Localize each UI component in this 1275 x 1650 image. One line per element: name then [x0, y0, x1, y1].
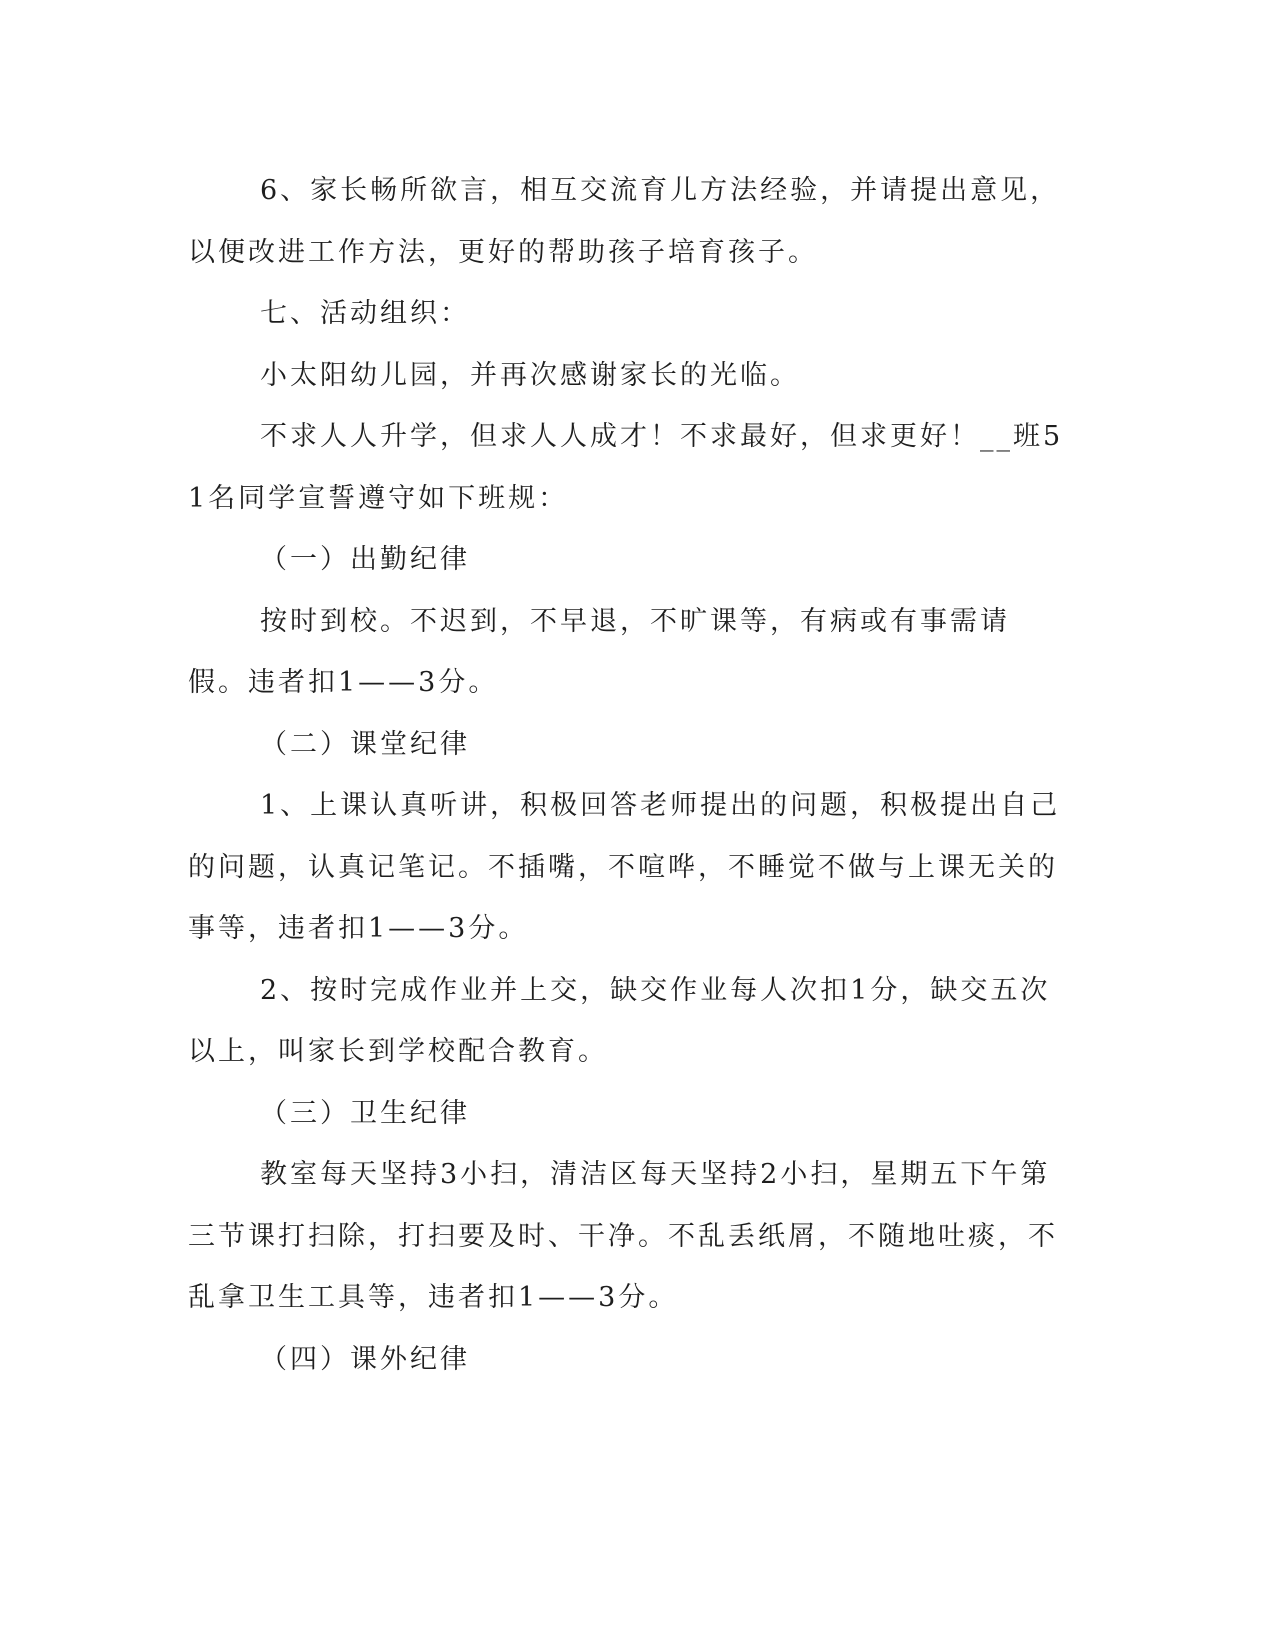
paragraph-parent-suggestions: 6、家长畅所欲言，相互交流育儿方法经验，并请提出意见，以便改进工作方法，更好的帮助孩子培育孩子。	[188, 175, 1061, 268]
heading-hygiene-rules: （三）卫生纪律	[260, 1097, 470, 1129]
paragraph-attendance: 按时到校。不迟到，不早退，不旷课等，有病或有事需请假。违者扣1——3分。	[188, 605, 1010, 698]
paragraph-thanks: 小太阳幼儿园，并再次感谢家长的光临。	[260, 359, 800, 391]
paragraph-classroom-2: 2、按时完成作业并上交，缺交作业每人次扣1分，缺交五次以上，叫家长到学校配合教育。	[188, 974, 1051, 1067]
paragraph-hygiene: 教室每天坚持3小扫，清洁区每天坚持2小扫，星期五下午第三节课打扫除，打扫要及时、干净。不乱丢纸屑，不随地吐痰，不乱拿卫生工具等，违者扣1——3分。	[188, 1159, 1058, 1313]
heading-activity-organization: 七、活动组织：	[260, 298, 470, 329]
heading-classroom-rules: （二）课堂纪律	[260, 728, 470, 760]
heading-attendance-rules: （一）出勤纪律	[260, 544, 470, 575]
paragraph-classroom-1: 1、上课认真听讲，积极回答老师提出的问题，积极提出自己的问题，认真记笔记。不插嘴，不喧哗，不睡觉不做与上课无关的事等，违者扣1——3分。	[188, 790, 1061, 944]
heading-extracurricular-rules: （四）课外纪律	[260, 1343, 470, 1375]
paragraph-class-oath: 不求人人升学，但求人人成才！不求最好，但求更好！__班51名同学宣誓遵守如下班规：	[188, 421, 1064, 514]
document-body	[188, 160, 1068, 1390]
